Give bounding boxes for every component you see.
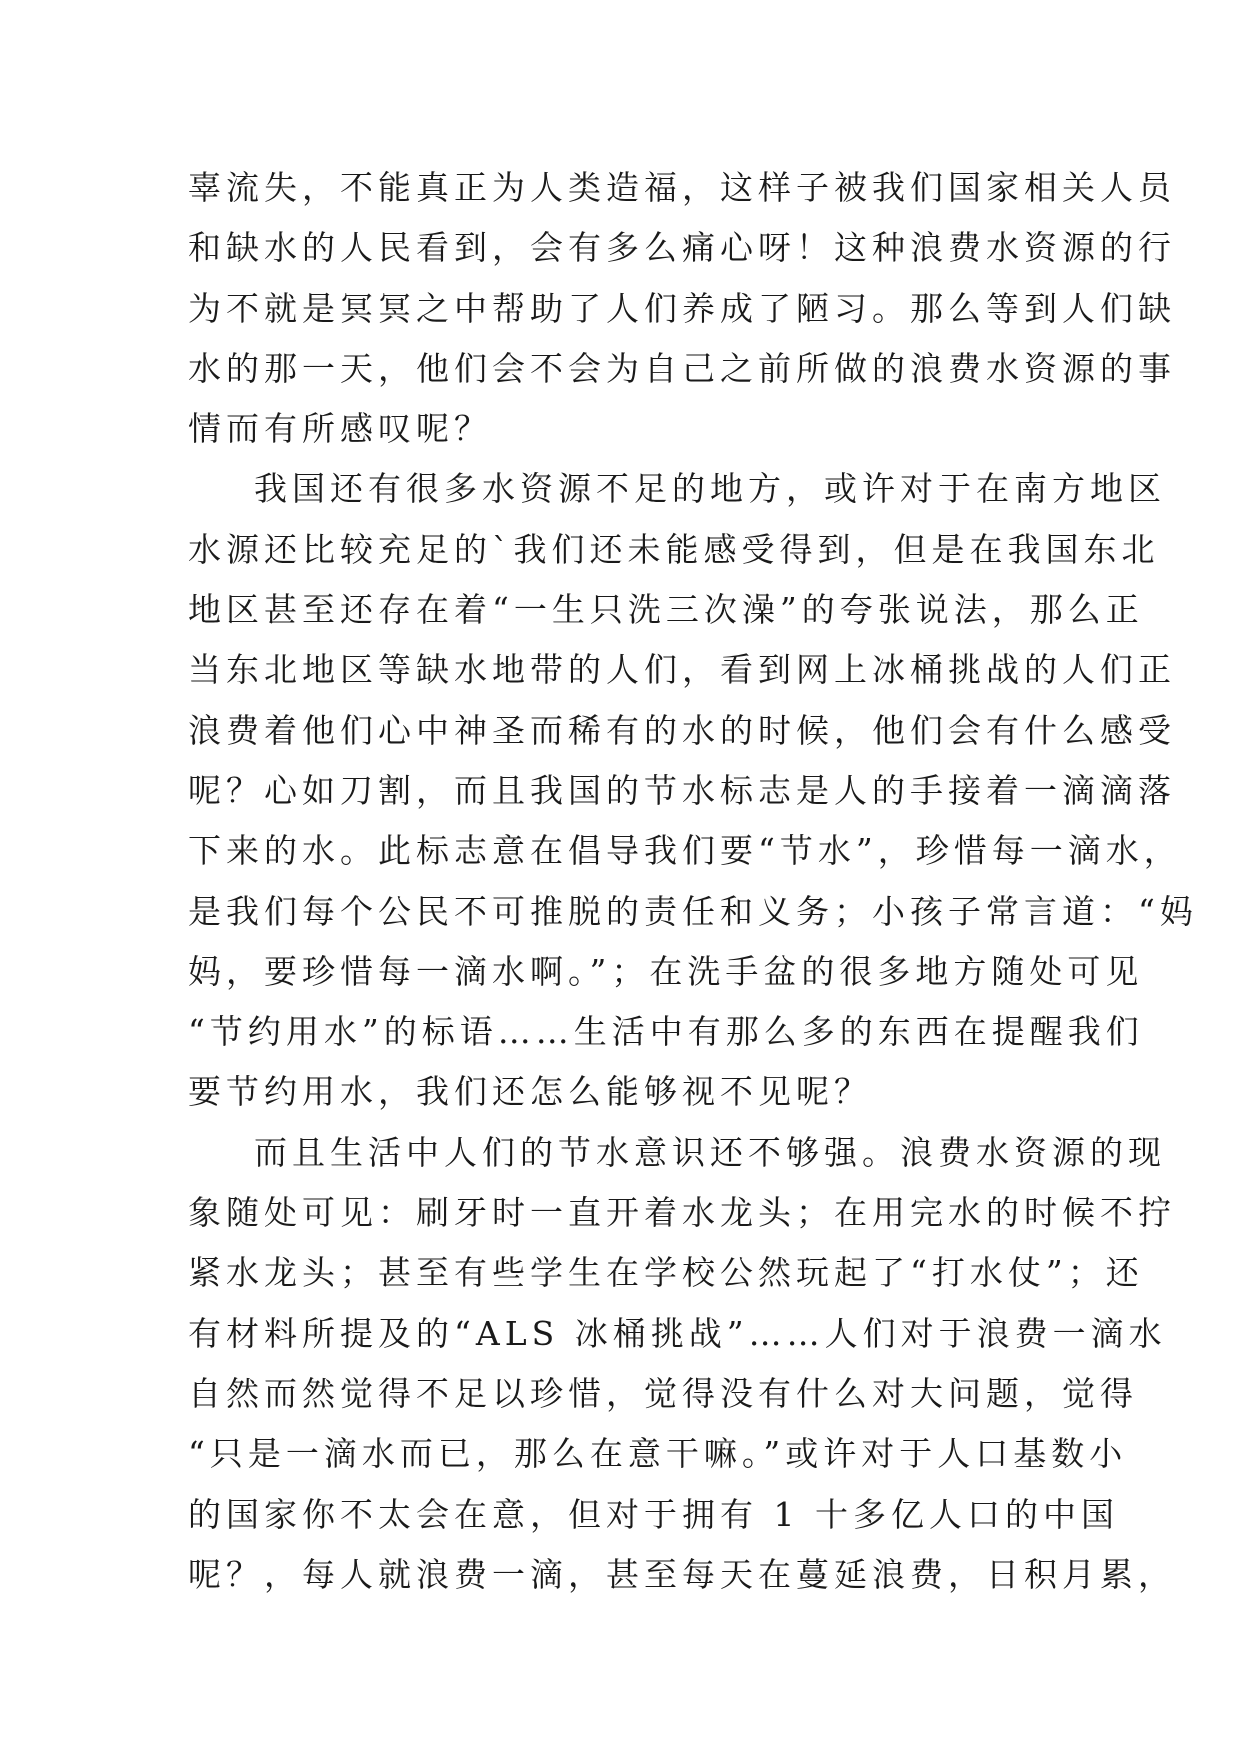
text-line: 而且生活中人们的节水意识还不够强。浪费水资源的现 <box>254 1132 1166 1172</box>
text-line: 下来的水。此标志意在倡导我们要“节水”，珍惜每一滴水， <box>188 831 1182 871</box>
text-line: 浪费着他们心中神圣而稀有的水的时候，他们会有什么感受 <box>188 710 1176 750</box>
text-line: 的国家你不太会在意，但对于拥有 1 十多亿人口的中国 <box>188 1494 1119 1534</box>
text-line: 地区甚至还存在着“一生只洗三次澡”的夸张说法，那么正 <box>188 590 1144 630</box>
text-line: 情而有所感叹呢？ <box>188 409 492 449</box>
text-line: 和缺水的人民看到，会有多么痛心呀！这种浪费水资源的行 <box>188 228 1176 268</box>
text-line: “节约用水”的标语……生活中有那么多的东西在提醒我们 <box>188 1012 1144 1052</box>
text-line: 是我们每个公民不可推脱的责任和义务；小孩子常言道：“妈 <box>188 891 1198 931</box>
text-line: 为不就是冥冥之中帮助了人们养成了陋习。那么等到人们缺 <box>188 288 1176 328</box>
document-body <box>188 158 1198 1605</box>
text-line: 呢？心如刀割，而且我国的节水标志是人的手接着一滴滴落 <box>188 770 1176 810</box>
text-line: 妈，要珍惜每一滴水啊。”；在洗手盆的很多地方随处可见 <box>188 951 1144 991</box>
paragraph-3 <box>188 1123 1176 1605</box>
text-line: 水源还比较充足的`我们还未能感受得到，但是在我国东北 <box>188 529 1160 569</box>
text-line: “只是一滴水而已，那么在意干嘛。”或许对于人口基数小 <box>188 1434 1128 1474</box>
text-line: 有材料所提及的“ALS 冰桶挑战”……人们对于浪费一滴水 <box>188 1313 1167 1353</box>
text-line: 象随处可见：刷牙时一直开着水龙头；在用完水的时候不拧 <box>188 1193 1176 1233</box>
text-line: 辜流失，不能真正为人类造福，这样子被我们国家相关人员 <box>188 168 1176 207</box>
text-line: 当东北地区等缺水地带的人们，看到网上冰桶挑战的人们正 <box>188 650 1176 690</box>
text-line: 紧水龙头；甚至有些学生在学校公然玩起了“打水仗”；还 <box>188 1253 1144 1293</box>
paragraph-2 <box>188 459 1198 1122</box>
text-line: 水的那一天，他们会不会为自己之前所做的浪费水资源的事 <box>188 348 1176 388</box>
text-line: 要节约用水，我们还怎么能够视不见呢？ <box>188 1072 872 1112</box>
text-line: 自然而然觉得不足以珍惜，觉得没有什么对大问题，觉得 <box>188 1373 1138 1413</box>
paragraph-1 <box>188 158 1176 459</box>
text-line: 呢？，每人就浪费一滴，甚至每天在蔓延浪费，日积月累， <box>188 1554 1176 1594</box>
text-line: 我国还有很多水资源不足的地方，或许对于在南方地区 <box>254 469 1166 509</box>
